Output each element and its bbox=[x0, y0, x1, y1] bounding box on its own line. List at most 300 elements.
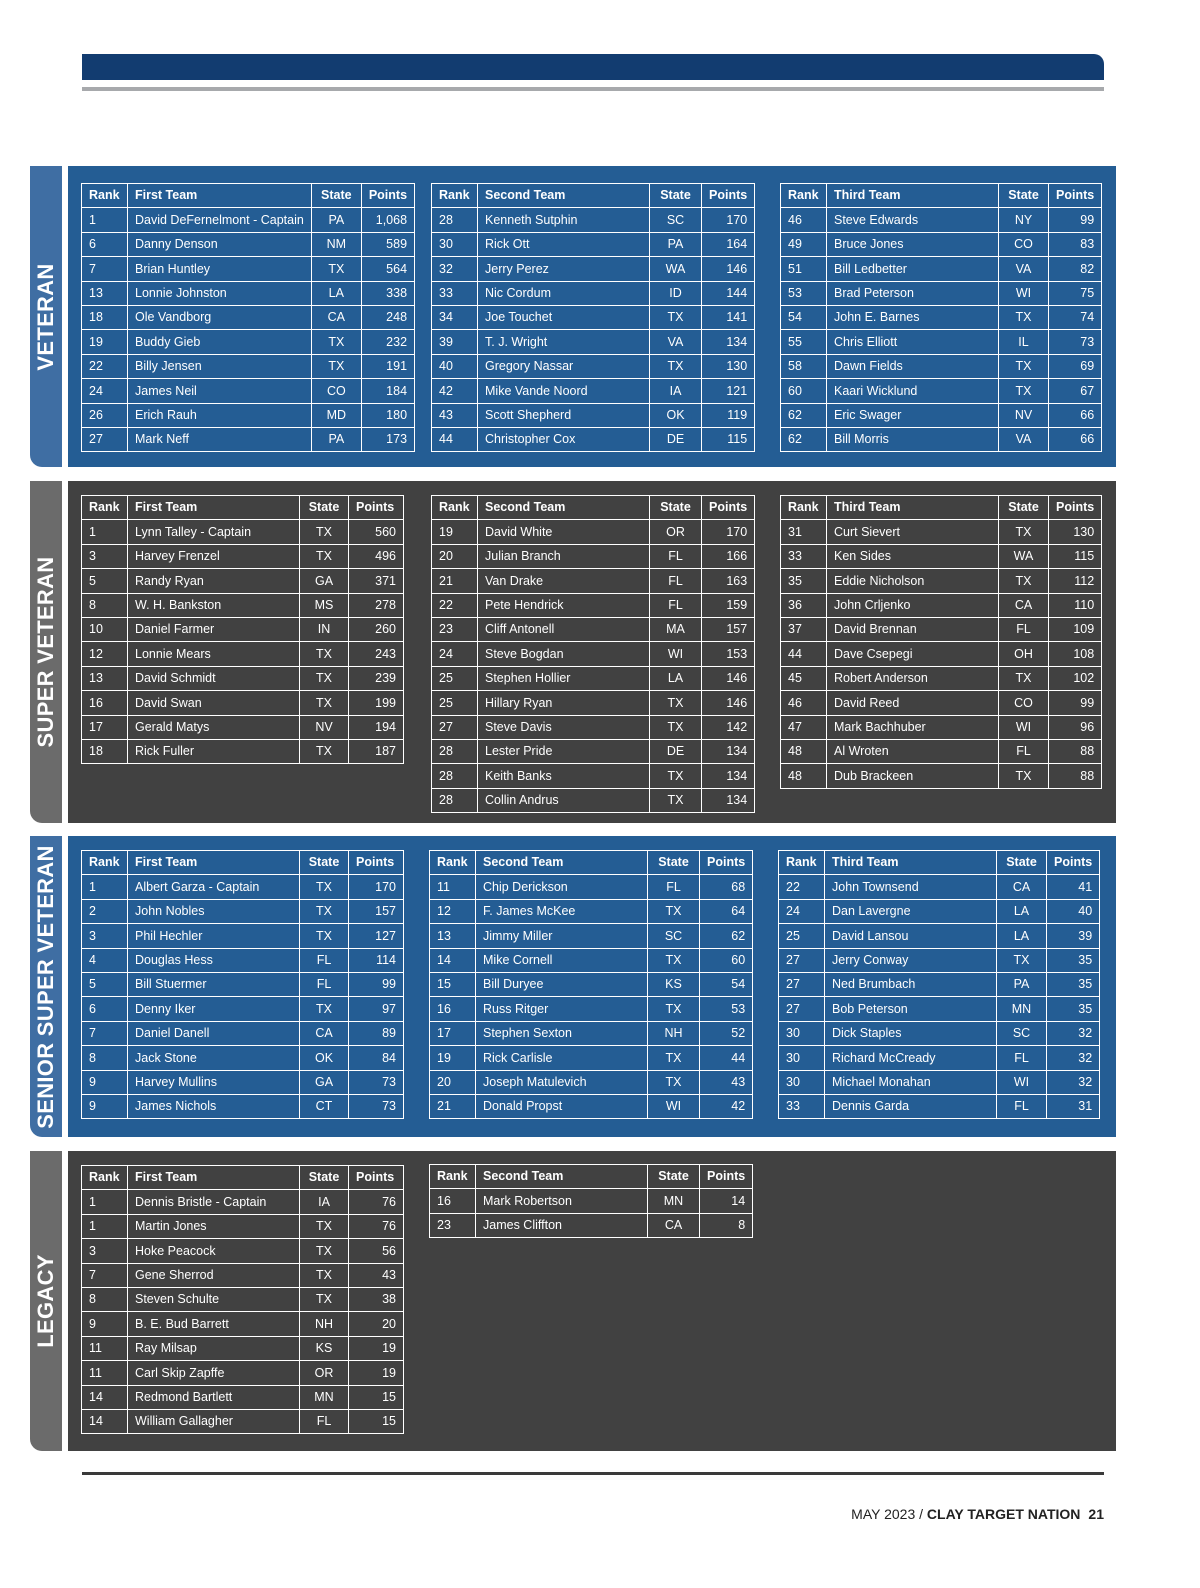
state-cell: CO bbox=[999, 232, 1049, 256]
name-cell: Billy Jensen bbox=[128, 354, 312, 378]
table-row bbox=[430, 899, 753, 923]
points-cell: 164 bbox=[702, 232, 755, 256]
table-row bbox=[82, 715, 404, 739]
team-table-first-team bbox=[81, 850, 404, 1119]
table-row bbox=[82, 379, 415, 403]
points-cell: 75 bbox=[1049, 281, 1102, 305]
name-cell: Jack Stone bbox=[128, 1046, 300, 1070]
points-cell: 496 bbox=[349, 544, 404, 568]
name-cell: Ray Milsap bbox=[128, 1336, 300, 1360]
team-table-second-team bbox=[429, 850, 753, 1119]
table-row bbox=[82, 1190, 404, 1214]
header-rule bbox=[82, 87, 1104, 91]
division-title: VETERAN bbox=[33, 262, 58, 371]
header-points: Points bbox=[349, 496, 404, 520]
points-cell: 35 bbox=[1047, 997, 1100, 1021]
points-cell: 144 bbox=[702, 281, 755, 305]
state-cell: VA bbox=[999, 257, 1049, 281]
state-cell: PA bbox=[997, 972, 1047, 996]
points-cell: 66 bbox=[1049, 427, 1102, 451]
points-cell: 115 bbox=[1049, 544, 1102, 568]
state-cell: TX bbox=[650, 788, 702, 812]
state-cell: TX bbox=[648, 1070, 700, 1094]
header-rank: Rank bbox=[430, 851, 476, 875]
rank-cell: 5 bbox=[82, 569, 128, 593]
state-cell: ID bbox=[650, 281, 702, 305]
name-cell: Nic Cordum bbox=[478, 281, 650, 305]
rank-cell: 62 bbox=[781, 403, 827, 427]
name-cell: Mark Robertson bbox=[476, 1189, 648, 1213]
state-cell: CA bbox=[997, 875, 1047, 899]
name-cell: Bruce Jones bbox=[827, 232, 999, 256]
rank-cell: 24 bbox=[82, 379, 128, 403]
footer-issue: MAY 2023 / bbox=[851, 1506, 927, 1522]
table-row bbox=[432, 642, 755, 666]
header-state: State bbox=[650, 496, 702, 520]
state-cell: IA bbox=[650, 379, 702, 403]
header-state: State bbox=[997, 851, 1047, 875]
points-cell: 64 bbox=[700, 899, 753, 923]
state-cell: OK bbox=[300, 1046, 349, 1070]
points-cell: 170 bbox=[702, 520, 755, 544]
table-row bbox=[781, 330, 1102, 354]
table-row bbox=[82, 593, 404, 617]
name-cell: Carl Skip Zapffe bbox=[128, 1361, 300, 1385]
state-cell: WI bbox=[650, 642, 702, 666]
state-cell: FL bbox=[300, 972, 349, 996]
name-cell: Richard McCready bbox=[825, 1046, 997, 1070]
rank-cell: 6 bbox=[82, 997, 128, 1021]
points-cell: 110 bbox=[1049, 593, 1102, 617]
name-cell: Harvey Mullins bbox=[128, 1070, 300, 1094]
state-cell: TX bbox=[300, 691, 349, 715]
rank-cell: 3 bbox=[82, 1239, 128, 1263]
state-cell: SC bbox=[650, 208, 702, 232]
table-row bbox=[82, 1094, 404, 1118]
state-cell: TX bbox=[300, 875, 349, 899]
points-cell: 134 bbox=[702, 739, 755, 763]
rank-cell: 11 bbox=[82, 1336, 128, 1360]
name-cell: David Brennan bbox=[827, 617, 999, 641]
points-cell: 134 bbox=[702, 764, 755, 788]
name-cell: Bill Stuermer bbox=[128, 972, 300, 996]
points-cell: 163 bbox=[702, 569, 755, 593]
table-row bbox=[781, 208, 1102, 232]
name-cell: Ken Sides bbox=[827, 544, 999, 568]
points-cell: 15 bbox=[349, 1409, 404, 1433]
name-cell: Hillary Ryan bbox=[478, 691, 650, 715]
name-cell: Scott Shepherd bbox=[478, 403, 650, 427]
footer-rule bbox=[82, 1472, 1104, 1475]
table-row bbox=[82, 997, 404, 1021]
points-cell: 130 bbox=[702, 354, 755, 378]
table-row bbox=[430, 1213, 753, 1237]
rank-cell: 48 bbox=[781, 764, 827, 788]
name-cell: Lynn Talley - Captain bbox=[128, 520, 300, 544]
table-row bbox=[430, 924, 753, 948]
table-row bbox=[432, 403, 755, 427]
table-row bbox=[430, 1189, 753, 1213]
points-cell: 89 bbox=[349, 1021, 404, 1045]
name-cell: Joseph Matulevich bbox=[476, 1070, 648, 1094]
state-cell: NV bbox=[999, 403, 1049, 427]
name-cell: Gene Sherrod bbox=[128, 1263, 300, 1287]
header-team: First Team bbox=[128, 1166, 300, 1190]
state-cell: MD bbox=[311, 403, 361, 427]
rank-cell: 22 bbox=[82, 354, 128, 378]
table-row bbox=[432, 427, 755, 451]
rank-cell: 3 bbox=[82, 924, 128, 948]
name-cell: Lonnie Johnston bbox=[128, 281, 312, 305]
rank-cell: 25 bbox=[779, 924, 825, 948]
table-row bbox=[82, 1312, 404, 1336]
table-row bbox=[432, 593, 755, 617]
state-cell: TX bbox=[650, 715, 702, 739]
points-cell: 32 bbox=[1047, 1046, 1100, 1070]
rank-cell: 49 bbox=[781, 232, 827, 256]
rank-cell: 54 bbox=[781, 305, 827, 329]
rank-cell: 30 bbox=[779, 1070, 825, 1094]
page-footer bbox=[851, 1506, 1104, 1522]
points-cell: 73 bbox=[349, 1094, 404, 1118]
division-legacy bbox=[30, 1151, 1116, 1451]
name-cell: Randy Ryan bbox=[128, 569, 300, 593]
name-cell: Curt Sievert bbox=[827, 520, 999, 544]
name-cell: Steve Davis bbox=[478, 715, 650, 739]
table-row bbox=[432, 764, 755, 788]
rank-cell: 2 bbox=[82, 899, 128, 923]
table-row bbox=[779, 924, 1100, 948]
name-cell: Ole Vandborg bbox=[128, 305, 312, 329]
points-cell: 54 bbox=[700, 972, 753, 996]
points-cell: 134 bbox=[702, 330, 755, 354]
rank-cell: 23 bbox=[432, 617, 478, 641]
points-cell: 56 bbox=[349, 1239, 404, 1263]
header-points: Points bbox=[349, 1166, 404, 1190]
name-cell: Daniel Danell bbox=[128, 1021, 300, 1045]
division-panel bbox=[68, 836, 1116, 1137]
name-cell: Bob Peterson bbox=[825, 997, 997, 1021]
name-cell: Rick Fuller bbox=[128, 739, 300, 763]
name-cell: William Gallagher bbox=[128, 1409, 300, 1433]
table-header-row bbox=[430, 851, 753, 875]
state-cell: WA bbox=[650, 257, 702, 281]
header-rank: Rank bbox=[82, 851, 128, 875]
rank-cell: 55 bbox=[781, 330, 827, 354]
rank-cell: 10 bbox=[82, 617, 128, 641]
table-row bbox=[432, 569, 755, 593]
state-cell: KS bbox=[300, 1336, 349, 1360]
rank-cell: 8 bbox=[82, 1287, 128, 1311]
rank-cell: 27 bbox=[82, 427, 128, 451]
table-row bbox=[82, 1385, 404, 1409]
state-cell: MS bbox=[300, 593, 349, 617]
rank-cell: 22 bbox=[779, 875, 825, 899]
table-row bbox=[781, 739, 1102, 763]
rank-cell: 5 bbox=[82, 972, 128, 996]
points-cell: 134 bbox=[702, 788, 755, 812]
table-row bbox=[82, 899, 404, 923]
table-row bbox=[781, 642, 1102, 666]
table-row bbox=[82, 330, 415, 354]
state-cell: FL bbox=[650, 544, 702, 568]
division-tab bbox=[30, 481, 62, 823]
rank-cell: 46 bbox=[781, 691, 827, 715]
points-cell: 31 bbox=[1047, 1094, 1100, 1118]
points-cell: 82 bbox=[1049, 257, 1102, 281]
table-row bbox=[82, 948, 404, 972]
header-team: First Team bbox=[128, 496, 300, 520]
name-cell: Harvey Frenzel bbox=[128, 544, 300, 568]
rank-cell: 11 bbox=[430, 875, 476, 899]
rank-cell: 1 bbox=[82, 1190, 128, 1214]
points-cell: 191 bbox=[361, 354, 414, 378]
rank-cell: 11 bbox=[82, 1361, 128, 1385]
division-super-veteran bbox=[30, 481, 1116, 823]
name-cell: Gregory Nassar bbox=[478, 354, 650, 378]
rank-cell: 28 bbox=[432, 764, 478, 788]
table-row bbox=[781, 354, 1102, 378]
name-cell: David Lansou bbox=[825, 924, 997, 948]
state-cell: NH bbox=[648, 1021, 700, 1045]
points-cell: 170 bbox=[702, 208, 755, 232]
table-row bbox=[430, 1046, 753, 1070]
state-cell: TX bbox=[300, 666, 349, 690]
header-points: Points bbox=[361, 184, 414, 208]
name-cell: Christopher Cox bbox=[478, 427, 650, 451]
name-cell: Daniel Farmer bbox=[128, 617, 300, 641]
points-cell: 130 bbox=[1049, 520, 1102, 544]
table-row bbox=[82, 520, 404, 544]
table-row bbox=[781, 520, 1102, 544]
rank-cell: 47 bbox=[781, 715, 827, 739]
state-cell: FL bbox=[997, 1094, 1047, 1118]
rank-cell: 8 bbox=[82, 593, 128, 617]
rank-cell: 1 bbox=[82, 208, 128, 232]
state-cell: TX bbox=[650, 691, 702, 715]
table-row bbox=[82, 208, 415, 232]
rank-cell: 42 bbox=[432, 379, 478, 403]
table-row bbox=[432, 691, 755, 715]
header-rank: Rank bbox=[781, 496, 827, 520]
table-row bbox=[82, 617, 404, 641]
state-cell: TX bbox=[999, 379, 1049, 403]
rank-cell: 43 bbox=[432, 403, 478, 427]
name-cell: T. J. Wright bbox=[478, 330, 650, 354]
name-cell: Stephen Hollier bbox=[478, 666, 650, 690]
points-cell: 96 bbox=[1049, 715, 1102, 739]
table-row bbox=[779, 875, 1100, 899]
state-cell: TX bbox=[311, 330, 361, 354]
state-cell: FL bbox=[648, 875, 700, 899]
rank-cell: 17 bbox=[430, 1021, 476, 1045]
header-team: Third Team bbox=[827, 184, 999, 208]
points-cell: 8 bbox=[700, 1213, 753, 1237]
state-cell: TX bbox=[300, 1239, 349, 1263]
name-cell: Eric Swager bbox=[827, 403, 999, 427]
rank-cell: 9 bbox=[82, 1094, 128, 1118]
points-cell: 44 bbox=[700, 1046, 753, 1070]
table-row bbox=[430, 1070, 753, 1094]
rank-cell: 13 bbox=[82, 666, 128, 690]
table-header-row bbox=[781, 184, 1102, 208]
state-cell: LA bbox=[650, 666, 702, 690]
table-row bbox=[432, 544, 755, 568]
name-cell: W. H. Bankston bbox=[128, 593, 300, 617]
name-cell: Lester Pride bbox=[478, 739, 650, 763]
points-cell: 76 bbox=[349, 1190, 404, 1214]
table-row bbox=[781, 305, 1102, 329]
rank-cell: 22 bbox=[432, 593, 478, 617]
state-cell: TX bbox=[311, 354, 361, 378]
state-cell: SC bbox=[648, 924, 700, 948]
table-row bbox=[82, 739, 404, 763]
state-cell: OH bbox=[999, 642, 1049, 666]
table-row bbox=[82, 1046, 404, 1070]
state-cell: WI bbox=[999, 715, 1049, 739]
header-team: First Team bbox=[128, 184, 312, 208]
table-row bbox=[432, 232, 755, 256]
table-header-row bbox=[82, 1166, 404, 1190]
table-row bbox=[82, 1287, 404, 1311]
rank-cell: 13 bbox=[430, 924, 476, 948]
rank-cell: 25 bbox=[432, 666, 478, 690]
name-cell: Jerry Perez bbox=[478, 257, 650, 281]
table-row bbox=[781, 232, 1102, 256]
points-cell: 43 bbox=[349, 1263, 404, 1287]
points-cell: 115 bbox=[702, 427, 755, 451]
points-cell: 248 bbox=[361, 305, 414, 329]
points-cell: 88 bbox=[1049, 739, 1102, 763]
points-cell: 67 bbox=[1049, 379, 1102, 403]
name-cell: Dick Staples bbox=[825, 1021, 997, 1045]
rank-cell: 4 bbox=[82, 948, 128, 972]
header-state: State bbox=[648, 851, 700, 875]
points-cell: 173 bbox=[361, 427, 414, 451]
name-cell: Lonnie Mears bbox=[128, 642, 300, 666]
rank-cell: 28 bbox=[432, 739, 478, 763]
state-cell: TX bbox=[648, 997, 700, 1021]
state-cell: NV bbox=[300, 715, 349, 739]
rank-cell: 7 bbox=[82, 257, 128, 281]
division-tab bbox=[30, 166, 62, 467]
table-header-row bbox=[432, 184, 755, 208]
rank-cell: 33 bbox=[432, 281, 478, 305]
points-cell: 153 bbox=[702, 642, 755, 666]
name-cell: Brad Peterson bbox=[827, 281, 999, 305]
rank-cell: 33 bbox=[779, 1094, 825, 1118]
state-cell: PA bbox=[311, 427, 361, 451]
header-state: State bbox=[311, 184, 361, 208]
points-cell: 66 bbox=[1049, 403, 1102, 427]
name-cell: Dawn Fields bbox=[827, 354, 999, 378]
division-veteran bbox=[30, 166, 1116, 467]
table-row bbox=[82, 875, 404, 899]
name-cell: Erich Rauh bbox=[128, 403, 312, 427]
name-cell: Pete Hendrick bbox=[478, 593, 650, 617]
table-row bbox=[779, 1046, 1100, 1070]
name-cell: Dave Csepegi bbox=[827, 642, 999, 666]
points-cell: 232 bbox=[361, 330, 414, 354]
name-cell: Chris Elliott bbox=[827, 330, 999, 354]
rank-cell: 24 bbox=[432, 642, 478, 666]
table-row bbox=[779, 972, 1100, 996]
rank-cell: 14 bbox=[82, 1385, 128, 1409]
points-cell: 39 bbox=[1047, 924, 1100, 948]
rank-cell: 1 bbox=[82, 875, 128, 899]
table-row bbox=[82, 1070, 404, 1094]
rank-cell: 30 bbox=[779, 1021, 825, 1045]
header-rank: Rank bbox=[432, 496, 478, 520]
division-tab bbox=[30, 836, 62, 1137]
header-team: Second Team bbox=[478, 184, 650, 208]
rank-cell: 16 bbox=[430, 997, 476, 1021]
state-cell: FL bbox=[300, 948, 349, 972]
rank-cell: 45 bbox=[781, 666, 827, 690]
team-table-second-team bbox=[431, 495, 755, 813]
table-row bbox=[430, 1021, 753, 1045]
header-rank: Rank bbox=[82, 1166, 128, 1190]
header-points: Points bbox=[702, 184, 755, 208]
rank-cell: 20 bbox=[430, 1070, 476, 1094]
table-row bbox=[430, 948, 753, 972]
name-cell: Bill Morris bbox=[827, 427, 999, 451]
points-cell: 74 bbox=[1049, 305, 1102, 329]
rank-cell: 3 bbox=[82, 544, 128, 568]
points-cell: 38 bbox=[349, 1287, 404, 1311]
state-cell: TX bbox=[311, 257, 361, 281]
points-cell: 142 bbox=[702, 715, 755, 739]
state-cell: TX bbox=[648, 948, 700, 972]
name-cell: F. James McKee bbox=[476, 899, 648, 923]
state-cell: OK bbox=[650, 403, 702, 427]
rank-cell: 48 bbox=[781, 739, 827, 763]
points-cell: 146 bbox=[702, 666, 755, 690]
name-cell: Donald Propst bbox=[476, 1094, 648, 1118]
name-cell: Mark Bachhuber bbox=[827, 715, 999, 739]
points-cell: 184 bbox=[361, 379, 414, 403]
name-cell: Gerald Matys bbox=[128, 715, 300, 739]
rank-cell: 14 bbox=[82, 1409, 128, 1433]
table-row bbox=[82, 924, 404, 948]
table-header-row bbox=[430, 1165, 753, 1189]
table-row bbox=[82, 305, 415, 329]
points-cell: 278 bbox=[349, 593, 404, 617]
rank-cell: 19 bbox=[82, 330, 128, 354]
header-rank: Rank bbox=[82, 496, 128, 520]
table-row bbox=[82, 1409, 404, 1433]
name-cell: Martin Jones bbox=[128, 1214, 300, 1238]
header-bar bbox=[82, 54, 1104, 80]
state-cell: CA bbox=[300, 1021, 349, 1045]
division-title: LEGACY bbox=[33, 1254, 58, 1348]
points-cell: 119 bbox=[702, 403, 755, 427]
name-cell: Julian Branch bbox=[478, 544, 650, 568]
rank-cell: 18 bbox=[82, 739, 128, 763]
points-cell: 68 bbox=[700, 875, 753, 899]
name-cell: Robert Anderson bbox=[827, 666, 999, 690]
points-cell: 73 bbox=[1049, 330, 1102, 354]
table-row bbox=[430, 1094, 753, 1118]
rank-cell: 26 bbox=[82, 403, 128, 427]
division-panel bbox=[68, 1151, 1116, 1451]
table-row bbox=[779, 1021, 1100, 1045]
points-cell: 35 bbox=[1047, 972, 1100, 996]
rank-cell: 31 bbox=[781, 520, 827, 544]
name-cell: Denny Iker bbox=[128, 997, 300, 1021]
table-row bbox=[82, 1361, 404, 1385]
points-cell: 32 bbox=[1047, 1070, 1100, 1094]
